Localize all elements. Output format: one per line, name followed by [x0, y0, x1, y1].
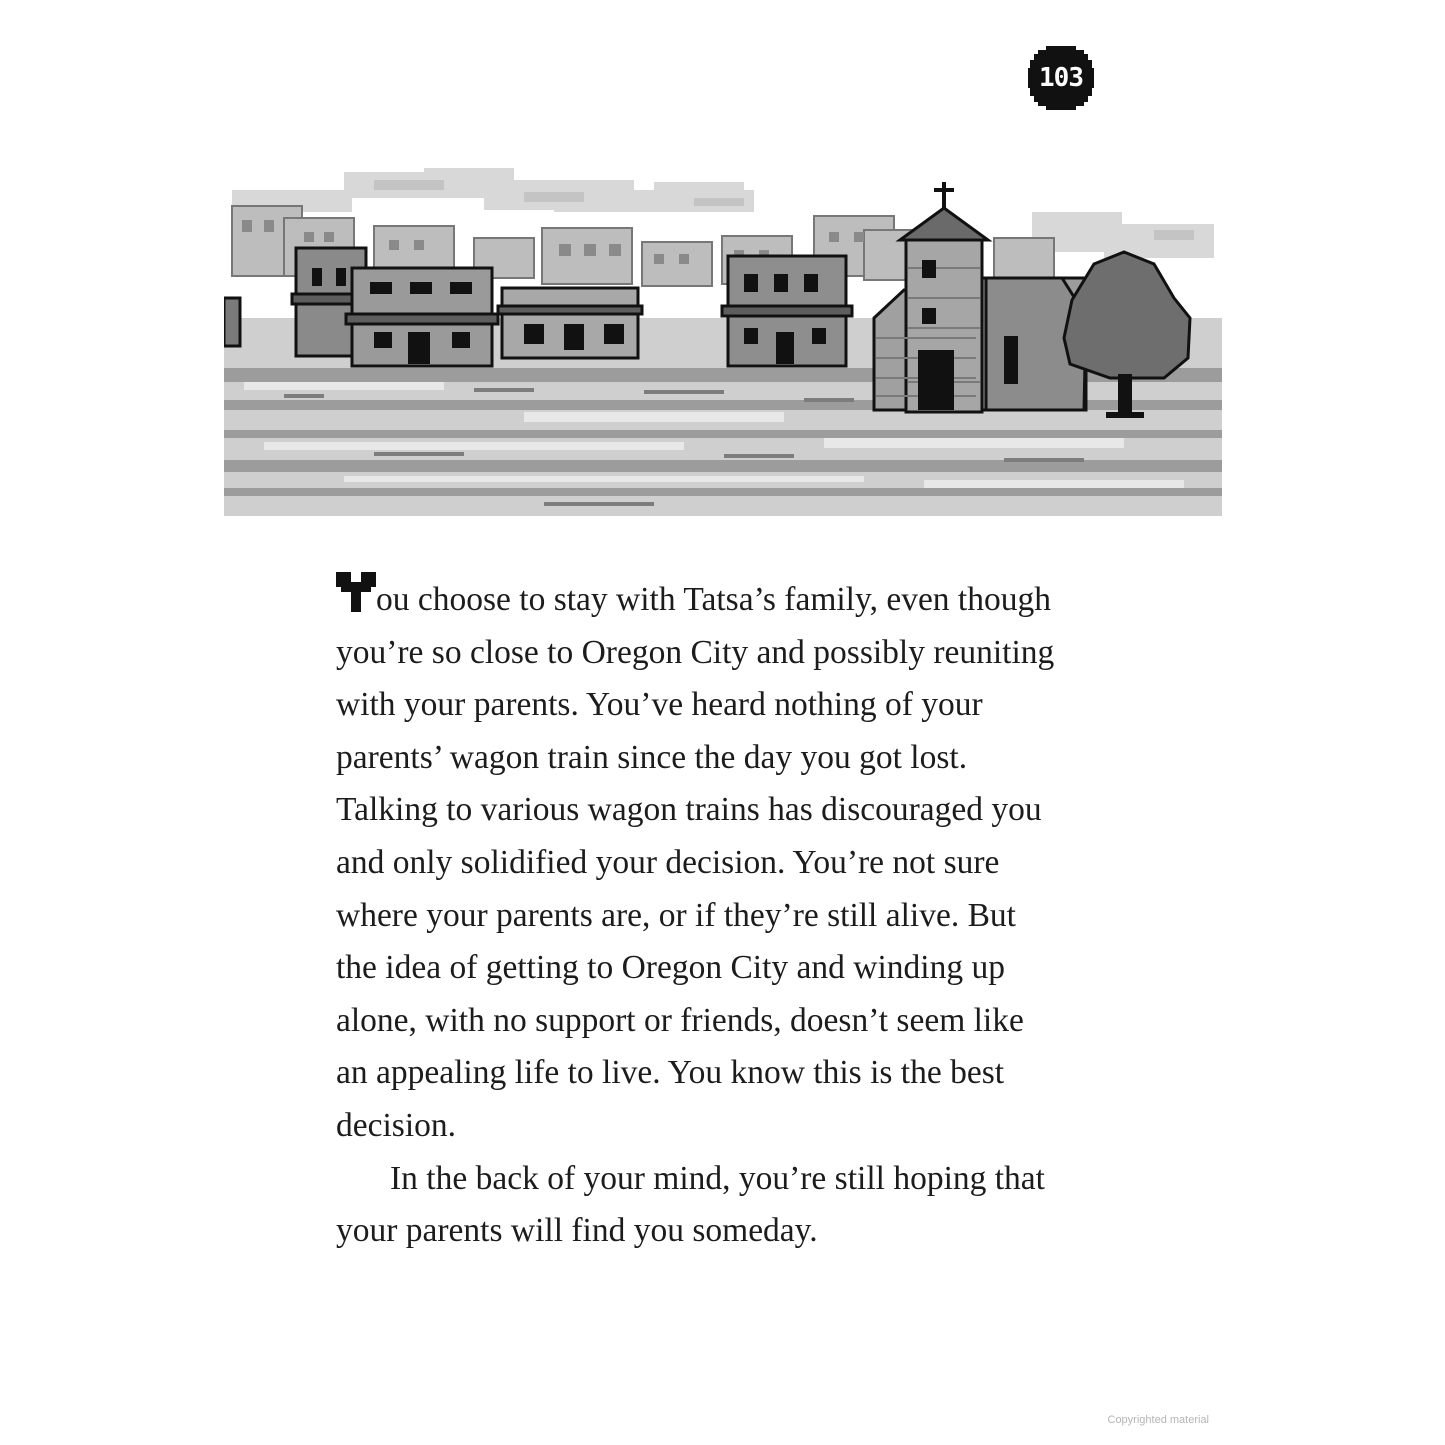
- story-paragraph-1: [336, 572, 1126, 1153]
- story-line: [336, 572, 1126, 627]
- story-line: parents’ wagon train since the day you got lost.: [336, 738, 968, 776]
- page-number-badge: [1028, 46, 1094, 110]
- story-line: with your parents. You’ve heard nothing of your: [336, 686, 983, 724]
- story-line: an appealing life to live. You know this is the best: [336, 1054, 1005, 1092]
- story-line: In the back of your mind, you’re still hoping that: [390, 1159, 1045, 1197]
- story-line: where your parents are, or if they’re still alive. But: [336, 896, 1016, 934]
- story-line: your parents will find you someday.: [336, 1212, 818, 1250]
- story-line-text: ou choose to stay with Tatsa’s family, even though: [376, 581, 1051, 618]
- story-line: alone, with no support or friends, doesn’t seem like: [336, 1001, 1024, 1039]
- story-line: you’re so close to Oregon City and possibly reuniting: [336, 633, 1055, 671]
- pixel-art-town-icon: [224, 168, 1222, 516]
- pixel-letter-y-icon: [336, 572, 376, 612]
- story-line: the idea of getting to Oregon City and winding up: [336, 949, 1005, 987]
- page-number: 103: [1039, 63, 1083, 93]
- story-text: [336, 572, 1126, 1258]
- story-line: Talking to various wagon trains has discouraged you: [336, 791, 1042, 829]
- story-line: and only solidified your decision. You’re not sure: [336, 843, 1000, 881]
- story-line: decision.: [336, 1106, 457, 1144]
- story-paragraph-2: [336, 1153, 1126, 1258]
- dropcap: [336, 572, 376, 612]
- copyright-notice: Copyrighted material: [1107, 1414, 1209, 1426]
- town-illustration: [224, 168, 1222, 516]
